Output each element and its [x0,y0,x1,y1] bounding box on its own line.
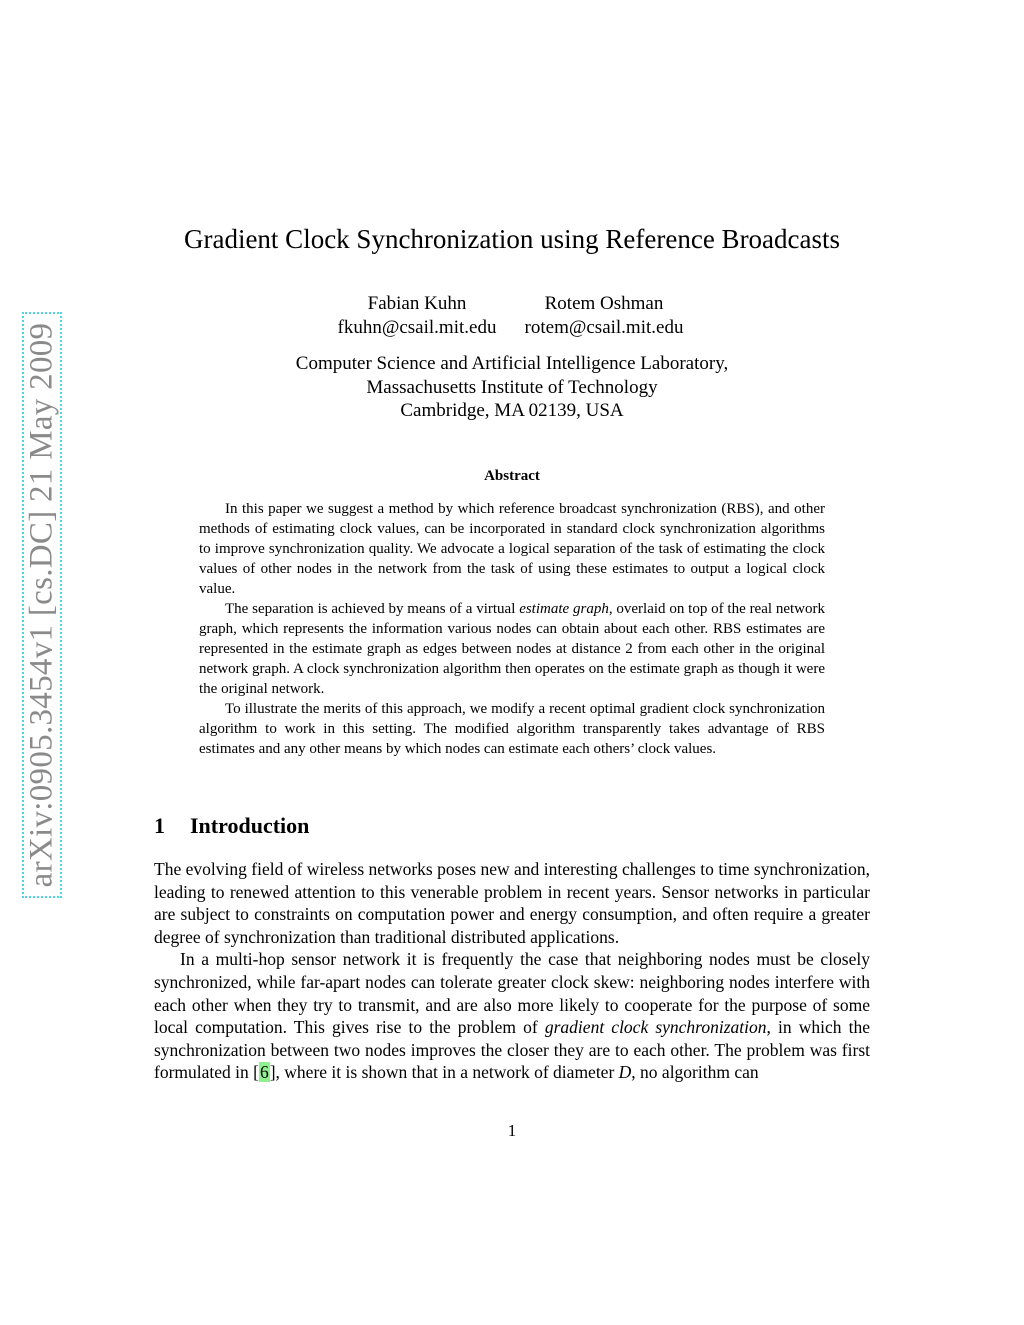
arxiv-identifier: arXiv:0905.3454v1 [cs.DC] 21 May 2009 [23,322,60,888]
introduction-body [154,858,870,1084]
affiliation [0,352,1024,423]
section-title: Introduction [190,813,310,838]
abstract-paragraph: To illustrate the merits of this approach, we modify a recent optimal gradient clock synchronization algorithm to work in this setting. The modified algorithm transparently takes advantage of RBS estimates and any other means by which nodes can estimate each others’ clock values. [199,701,825,757]
emphasis: estimate graph [519,601,609,617]
author-2 [516,292,692,340]
affiliation-line: Massachusetts Institute of Technology [366,376,658,398]
author-name: Rotem Oshman [544,293,664,314]
emphasis: gradient clock synchronization [544,1017,767,1038]
body-paragraph: In a multi-hop sensor network it is frequently the case that neighboring nodes must be closely synchronized, while far-apart nodes can tolerate greater clock skew: neighboring nodes interfere with each other when they try to transmit, and are also more likely to cooperate for the purpose of some local computation. This gives rise to the problem of gradient clock synchronization, in which the synchronization between two nodes improves the closer they are to each other. The problem was first formulated in [6], where it is shown that in a network of diameter D, no algorithm can [154,949,871,1083]
body-paragraph: The evolving field of wireless networks poses new and interesting challenges to time synchronization, leading to renewed attention to this venerable problem in recent years. Sensor networks in particular are subject to constraints on computation power and energy consumption, and often require a greater degree of synchronization than traditional distributed applications. [154,859,870,947]
paper-title: Gradient Clock Synchronization using Reference Broadcasts [183,224,841,254]
abstract-paragraph: In this paper we suggest a method by which reference broadcast synchronization (RBS), and other methods of estimating clock values, can be incorporated in standard clock synchronization algorithms to improve synchronization quality. We advocate a logical separation of the task of estimating the clock values of other nodes in the network from the task of using these estimates to output a logical clock value. [199,501,825,597]
section-heading [154,813,309,839]
author-name: Fabian Kuhn [367,293,467,314]
author-1 [322,292,512,340]
author-email: fkuhn@csail.mit.edu [337,317,497,338]
author-block [0,292,1024,352]
section-number: 1 [154,813,165,838]
abstract-heading: Abstract [484,468,540,484]
page-number: 1 [507,1121,517,1140]
citation-link[interactable]: 6 [259,1062,269,1083]
affiliation-line: Cambridge, MA 02139, USA [400,400,624,421]
abstract-body [199,499,825,759]
abstract-paragraph: The separation is achieved by means of a virtual estimate graph, overlaid on top of the real network graph, which represents the information various nodes can obtain about each other. RBS estimates are represented in the estimate graph as edges between nodes at distance 2 from each other in the original network graph. A clock synchronization algorithm then operates on the estimate graph as though it were the original network. [199,601,826,697]
affiliation-line: Computer Science and Artificial Intelligence Laboratory, [295,353,729,374]
math-variable: D [618,1062,632,1083]
author-email: rotem@csail.mit.edu [524,317,684,338]
